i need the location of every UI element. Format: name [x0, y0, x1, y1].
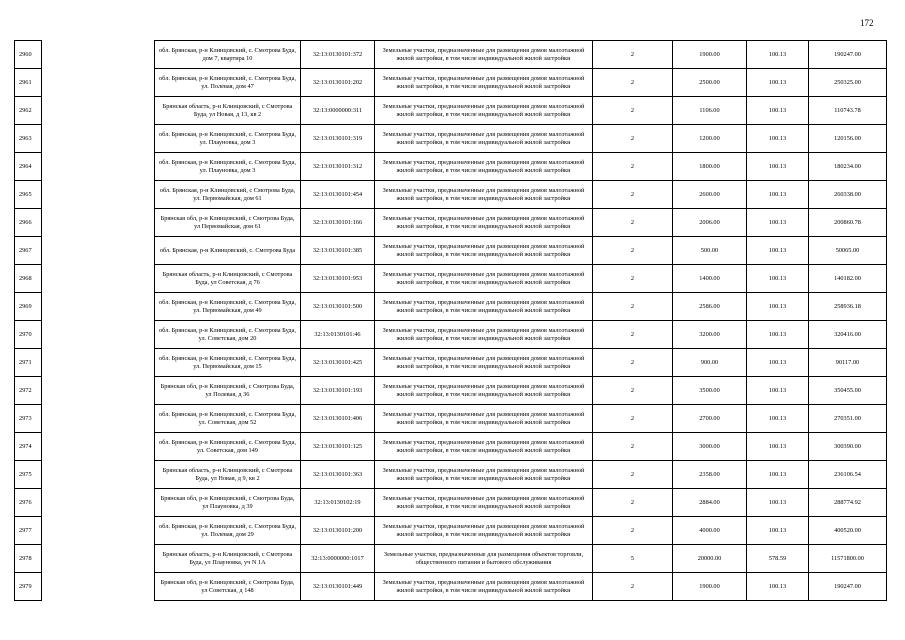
- group-cell: 2: [593, 181, 673, 209]
- address-cell: Брянская обл, р-н Клинцовский, с Смотрова Буда, ул Советская, д 148: [155, 573, 301, 601]
- area-cell: 4000.00: [673, 517, 747, 545]
- group-cell: 2: [593, 237, 673, 265]
- area-cell: 3500.00: [673, 377, 747, 405]
- land-use-cell: Земельные участки, предназначенные для размещения домов малоэтажной жилой застройки, в том числе индивидуальной жилой застройки: [375, 405, 593, 433]
- row-number: 2966: [15, 209, 42, 237]
- blank-cell: [42, 237, 155, 265]
- land-use-cell: Земельные участки, предназначенные для размещения домов малоэтажной жилой застройки, в том числе индивидуальной жилой застройки: [375, 41, 593, 69]
- blank-cell: [42, 433, 155, 461]
- cadastral-number-cell: 32:13:0130101:449: [301, 573, 375, 601]
- area-cell: 3000.00: [673, 433, 747, 461]
- cadastral-value-cell: 300390.00: [809, 433, 887, 461]
- cadastral-value-cell: 288774.92: [809, 489, 887, 517]
- table-row: [15, 153, 887, 181]
- address-cell: Брянская обл, р-н Клинцовский, с Смотрова Буда, ул Полевая, д 36: [155, 377, 301, 405]
- address-cell: Брянская область, р-н Клинцовский, с Смотрова Буда, ул Плауновка, уч N 1А: [155, 545, 301, 573]
- specific-value-cell: 100.13: [747, 209, 809, 237]
- blank-cell: [42, 209, 155, 237]
- cadastral-number-cell: 32:13:0130101:46: [301, 321, 375, 349]
- cadastral-value-cell: 260338.00: [809, 181, 887, 209]
- land-use-cell: Земельные участки, предназначенные для размещения объектов торговли, общественного питания и бытового обслуживания: [375, 545, 593, 573]
- group-cell: 2: [593, 153, 673, 181]
- table-row: [15, 433, 887, 461]
- cadastral-number-cell: 32:13:0130101:125: [301, 433, 375, 461]
- row-number: 2962: [15, 97, 42, 125]
- cadastral-value-cell: 11571800.00: [809, 545, 887, 573]
- land-use-cell: Земельные участки, предназначенные для размещения домов малоэтажной жилой застройки, в том числе индивидуальной жилой застройки: [375, 125, 593, 153]
- area-cell: 1400.00: [673, 265, 747, 293]
- cadastral-value-cell: 90117.00: [809, 349, 887, 377]
- address-cell: обл. Брянская, р-н Клинцовский, с. Смотрова Буда, ул. Советская, дом 20: [155, 321, 301, 349]
- group-cell: 2: [593, 293, 673, 321]
- address-cell: Брянская область, р-н Клинцовский, с Смотрова Буда, ул Советская, д 76: [155, 265, 301, 293]
- cadastral-number-cell: 32:13:0130101:425: [301, 349, 375, 377]
- group-cell: 2: [593, 349, 673, 377]
- specific-value-cell: 100.13: [747, 125, 809, 153]
- specific-value-cell: 100.13: [747, 153, 809, 181]
- blank-cell: [42, 153, 155, 181]
- blank-cell: [42, 69, 155, 97]
- address-cell: обл. Брянская, р-н Клинцовский, с. Смотрова Буда, дом 7, квартира 10: [155, 41, 301, 69]
- cadastral-number-cell: 32:13:0000000:311: [301, 97, 375, 125]
- address-cell: обл. Брянская, р-н Клинцовский, с. Смотрова Буда, ул. Полевая, дом 29: [155, 517, 301, 545]
- cadastral-value-cell: 140182.00: [809, 265, 887, 293]
- area-cell: 900.00: [673, 349, 747, 377]
- area-cell: 1900.00: [673, 41, 747, 69]
- land-use-cell: Земельные участки, предназначенные для размещения домов малоэтажной жилой застройки, в том числе индивидуальной жилой застройки: [375, 237, 593, 265]
- cadastral-number-cell: 32:13:0130102:19: [301, 489, 375, 517]
- cadastral-value-cell: 190247.00: [809, 573, 887, 601]
- table-row: [15, 265, 887, 293]
- group-cell: 2: [593, 209, 673, 237]
- specific-value-cell: 100.13: [747, 265, 809, 293]
- specific-value-cell: 100.13: [747, 293, 809, 321]
- group-cell: 2: [593, 265, 673, 293]
- specific-value-cell: 100.13: [747, 405, 809, 433]
- group-cell: 2: [593, 69, 673, 97]
- address-cell: обл. Брянская, р-н Клинцовский, с. Смотрова Буда: [155, 237, 301, 265]
- area-cell: 20000.00: [673, 545, 747, 573]
- blank-cell: [42, 349, 155, 377]
- row-number: 2963: [15, 125, 42, 153]
- area-cell: 1200.00: [673, 125, 747, 153]
- land-use-cell: Земельные участки, предназначенные для размещения домов малоэтажной жилой застройки, в том числе индивидуальной жилой застройки: [375, 489, 593, 517]
- table-row: [15, 461, 887, 489]
- specific-value-cell: 100.13: [747, 489, 809, 517]
- cadastral-value-cell: 200860.78: [809, 209, 887, 237]
- group-cell: 2: [593, 41, 673, 69]
- cadastral-value-cell: 258936.18: [809, 293, 887, 321]
- row-number: 2969: [15, 293, 42, 321]
- area-cell: 2586.00: [673, 293, 747, 321]
- cadastral-value-cell: 400520.00: [809, 517, 887, 545]
- area-cell: 1106.00: [673, 97, 747, 125]
- land-use-cell: Земельные участки, предназначенные для размещения домов малоэтажной жилой застройки, в том числе индивидуальной жилой застройки: [375, 181, 593, 209]
- land-use-cell: Земельные участки, предназначенные для размещения домов малоэтажной жилой застройки, в том числе индивидуальной жилой застройки: [375, 97, 593, 125]
- blank-cell: [42, 293, 155, 321]
- cadastral-value-cell: 190247.00: [809, 41, 887, 69]
- table-row: [15, 405, 887, 433]
- blank-cell: [42, 265, 155, 293]
- cadastral-value-cell: 350455.00: [809, 377, 887, 405]
- area-cell: 1900.00: [673, 573, 747, 601]
- area-cell: 2600.00: [673, 181, 747, 209]
- address-cell: обл. Брянская, р-н Клинцовский, с. Смотрова Буда, ул. Первомайская, дом 49: [155, 293, 301, 321]
- specific-value-cell: 100.13: [747, 181, 809, 209]
- row-number: 2965: [15, 181, 42, 209]
- address-cell: Брянская обл, р-н Клинцовский, с Смотрова Буда, ул Первомайская, дом 61: [155, 209, 301, 237]
- address-cell: Брянская область, р-н Клинцовский, с Смотрова Буда, ул Новая, д 13, кв 2: [155, 97, 301, 125]
- row-number: 2977: [15, 517, 42, 545]
- specific-value-cell: 100.13: [747, 321, 809, 349]
- blank-cell: [42, 489, 155, 517]
- specific-value-cell: 100.13: [747, 461, 809, 489]
- table-row: [15, 349, 887, 377]
- table-row: [15, 517, 887, 545]
- group-cell: 2: [593, 405, 673, 433]
- group-cell: 2: [593, 461, 673, 489]
- area-cell: 2884.00: [673, 489, 747, 517]
- row-number: 2973: [15, 405, 42, 433]
- specific-value-cell: 100.13: [747, 377, 809, 405]
- table-row: [15, 321, 887, 349]
- cadastral-value-cell: 110743.78: [809, 97, 887, 125]
- row-number: 2968: [15, 265, 42, 293]
- blank-cell: [42, 321, 155, 349]
- area-cell: 1800.00: [673, 153, 747, 181]
- land-use-cell: Земельные участки, предназначенные для размещения домов малоэтажной жилой застройки, в том числе индивидуальной жилой застройки: [375, 209, 593, 237]
- cadastral-number-cell: 32:13:0130101:406: [301, 405, 375, 433]
- specific-value-cell: 100.13: [747, 237, 809, 265]
- row-number: 2975: [15, 461, 42, 489]
- table-body: [15, 41, 887, 601]
- row-number: 2974: [15, 433, 42, 461]
- row-number: 2976: [15, 489, 42, 517]
- group-cell: 2: [593, 433, 673, 461]
- address-cell: Брянская обл, р-н Клинцовский, с Смотрова Буда, ул Плауновка, д 39: [155, 489, 301, 517]
- address-cell: обл. Брянская, р-н Клинцовский, с. Смотрова Буда, ул. Плауновка, дом 3: [155, 153, 301, 181]
- cadastral-number-cell: 32:13:0130101:454: [301, 181, 375, 209]
- group-cell: 2: [593, 377, 673, 405]
- cadastral-number-cell: 32:13:0130101:166: [301, 209, 375, 237]
- blank-cell: [42, 41, 155, 69]
- blank-cell: [42, 377, 155, 405]
- table-row: [15, 125, 887, 153]
- row-number: 2972: [15, 377, 42, 405]
- row-number: 2978: [15, 545, 42, 573]
- row-number: 2961: [15, 69, 42, 97]
- land-use-cell: Земельные участки, предназначенные для размещения домов малоэтажной жилой застройки, в том числе индивидуальной жилой застройки: [375, 377, 593, 405]
- blank-cell: [42, 97, 155, 125]
- row-number: 2979: [15, 573, 42, 601]
- land-use-cell: Земельные участки, предназначенные для размещения домов малоэтажной жилой застройки, в том числе индивидуальной жилой застройки: [375, 321, 593, 349]
- address-cell: обл. Брянская, р-н Клинцовский, с. Смотрова Буда, ул. Советская, дом 52: [155, 405, 301, 433]
- group-cell: 2: [593, 517, 673, 545]
- group-cell: 2: [593, 573, 673, 601]
- cadastral-number-cell: 32:13:0130101:202: [301, 69, 375, 97]
- cadastral-number-cell: 32:13:0130101:200: [301, 517, 375, 545]
- land-use-cell: Земельные участки, предназначенные для размещения домов малоэтажной жилой застройки, в том числе индивидуальной жилой застройки: [375, 265, 593, 293]
- cadastral-number-cell: 32:13:0130101:372: [301, 41, 375, 69]
- table-row: [15, 41, 887, 69]
- address-cell: обл. Брянская, р-н Клинцовский, с Смотрова Буда, ул. Первомайская, дом 61: [155, 181, 301, 209]
- cadastral-number-cell: 32:13:0130101:385: [301, 237, 375, 265]
- group-cell: 2: [593, 489, 673, 517]
- area-cell: 2700.00: [673, 405, 747, 433]
- blank-cell: [42, 573, 155, 601]
- address-cell: Брянская область, р-н Клинцовский, с Смотрова Буда, ул Новая, д 9, кв 2: [155, 461, 301, 489]
- table-row: [15, 489, 887, 517]
- cadastral-number-cell: 32:13:0130101:319: [301, 125, 375, 153]
- group-cell: 2: [593, 321, 673, 349]
- blank-cell: [42, 181, 155, 209]
- cadastral-number-cell: 32:13:0000000:1017: [301, 545, 375, 573]
- table-row: [15, 545, 887, 573]
- cadastral-number-cell: 32:13:0130101:953: [301, 265, 375, 293]
- land-use-cell: Земельные участки, предназначенные для размещения домов малоэтажной жилой застройки, в том числе индивидуальной жилой застройки: [375, 349, 593, 377]
- cadastral-number-cell: 32:13:0130101:363: [301, 461, 375, 489]
- page-number: 172: [860, 18, 874, 28]
- blank-cell: [42, 405, 155, 433]
- cadastral-value-cell: 270351.00: [809, 405, 887, 433]
- cadastral-number-cell: 32:13:0130101:312: [301, 153, 375, 181]
- specific-value-cell: 578.59: [747, 545, 809, 573]
- specific-value-cell: 100.13: [747, 517, 809, 545]
- cadastral-value-cell: 320416.00: [809, 321, 887, 349]
- table-row: [15, 97, 887, 125]
- specific-value-cell: 100.13: [747, 349, 809, 377]
- specific-value-cell: 100.13: [747, 41, 809, 69]
- area-cell: 2358.00: [673, 461, 747, 489]
- row-number: 2970: [15, 321, 42, 349]
- land-use-cell: Земельные участки, предназначенные для размещения домов малоэтажной жилой застройки, в том числе индивидуальной жилой застройки: [375, 461, 593, 489]
- land-use-cell: Земельные участки, предназначенные для размещения домов малоэтажной жилой застройки, в том числе индивидуальной жилой застройки: [375, 517, 593, 545]
- area-cell: 500.00: [673, 237, 747, 265]
- cadastral-value-cell: 250325.00: [809, 69, 887, 97]
- cadastral-value-cell: 180234.00: [809, 153, 887, 181]
- area-cell: 2006.00: [673, 209, 747, 237]
- row-number: 2960: [15, 41, 42, 69]
- address-cell: обл. Брянская, р-н Клинцовский, с. Смотрова Буда, ул. Первомайская, дом 15: [155, 349, 301, 377]
- cadastral-value-cell: 50065.00: [809, 237, 887, 265]
- cadastre-table: [14, 40, 887, 601]
- land-use-cell: Земельные участки, предназначенные для размещения домов малоэтажной жилой застройки, в том числе индивидуальной жилой застройки: [375, 293, 593, 321]
- table-row: [15, 209, 887, 237]
- table-row: [15, 573, 887, 601]
- blank-cell: [42, 125, 155, 153]
- cadastral-number-cell: 32:13:0130101:500: [301, 293, 375, 321]
- group-cell: 2: [593, 125, 673, 153]
- blank-cell: [42, 461, 155, 489]
- specific-value-cell: 100.13: [747, 97, 809, 125]
- address-cell: обл. Брянская, р-н Клинцовский, с. Смотрова Буда, ул. Советская, дом 149: [155, 433, 301, 461]
- address-cell: обл. Брянская, р-н Клинцовский, с. Смотрова Буда, ул. Полевая, дом 47: [155, 69, 301, 97]
- table-row: [15, 293, 887, 321]
- table-row: [15, 237, 887, 265]
- blank-cell: [42, 545, 155, 573]
- specific-value-cell: 100.13: [747, 573, 809, 601]
- group-cell: 2: [593, 97, 673, 125]
- land-use-cell: Земельные участки, предназначенные для размещения домов малоэтажной жилой застройки, в том числе индивидуальной жилой застройки: [375, 69, 593, 97]
- table-row: [15, 69, 887, 97]
- specific-value-cell: 100.13: [747, 433, 809, 461]
- cadastral-number-cell: 32:13:0130101:193: [301, 377, 375, 405]
- table-row: [15, 181, 887, 209]
- land-use-cell: Земельные участки, предназначенные для размещения домов малоэтажной жилой застройки, в том числе индивидуальной жилой застройки: [375, 433, 593, 461]
- row-number: 2964: [15, 153, 42, 181]
- land-use-cell: Земельные участки, предназначенные для размещения домов малоэтажной жилой застройки, в том числе индивидуальной жилой застройки: [375, 573, 593, 601]
- cadastral-value-cell: 120156.00: [809, 125, 887, 153]
- land-use-cell: Земельные участки, предназначенные для размещения домов малоэтажной жилой застройки, в том числе индивидуальной жилой застройки: [375, 153, 593, 181]
- blank-cell: [42, 517, 155, 545]
- cadastral-value-cell: 236106.54: [809, 461, 887, 489]
- address-cell: обл. Брянская, р-н Клинцовский, с. Смотрова Буда, ул. Плауновка, дом 3: [155, 125, 301, 153]
- specific-value-cell: 100.13: [747, 69, 809, 97]
- group-cell: 5: [593, 545, 673, 573]
- area-cell: 2500.00: [673, 69, 747, 97]
- row-number: 2971: [15, 349, 42, 377]
- table-row: [15, 377, 887, 405]
- area-cell: 3200.00: [673, 321, 747, 349]
- row-number: 2967: [15, 237, 42, 265]
